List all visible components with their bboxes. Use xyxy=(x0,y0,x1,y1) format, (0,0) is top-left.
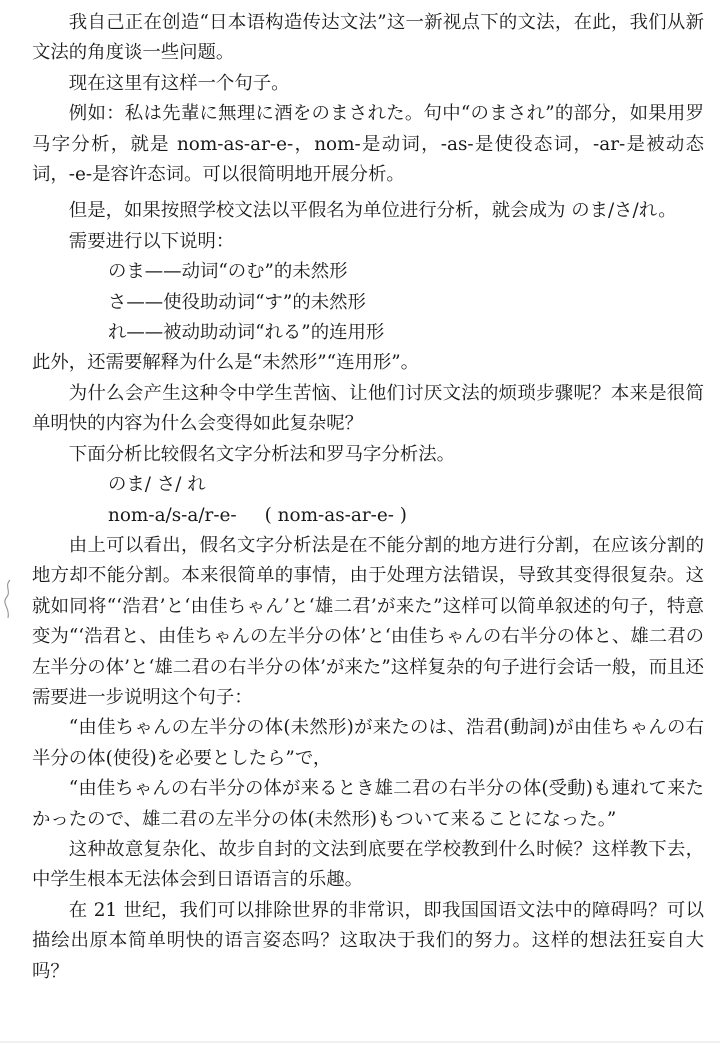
paragraph-conclusion: 由上可以看出，假名文字分析法是在不能分割的地方进行分割，在应该分割的地方却不能分割。本来很简单的事情，由于处理方法错误，导致其变得很复杂。这就如同将“‘浩君’と‘由佳ちゃん’と‘雄二君’が来た”这样可以简单叙述的句子，特意变为“‘浩君と、由佳ちゃんの左半分の体’と‘由佳ちゃんの右半分の体と、雄二君の左半分の体’と‘雄二君の右半分の体’が来た”这样复杂的句子进行会话一般，而且还需要进一步说明这个句子： xyxy=(32,534,704,708)
list-item: れ——被动助动词“れる”的连用形 xyxy=(108,322,385,344)
paragraph-additional: 此外，还需要解释为什么是“未然形”“连用形”。 xyxy=(32,352,420,374)
margin-scribble-icon xyxy=(2,578,14,620)
paragraph-school-grammar: 但是，如果按照学校文法以平假名为单位进行分析，就会成为 のま/さ/れ。 xyxy=(68,200,677,222)
analysis-example xyxy=(32,470,704,531)
quote-first: “由佳ちゃんの左半分の体(未然形)が来たのは、浩君(動詞)が由佳ちゃんの右半分の体(使役)を必要としたら”で， xyxy=(32,717,704,769)
paragraph-sentence-intro: 现在这里有这样一个句子。 xyxy=(68,72,290,94)
paragraph-compare: 下面分析比较假名文字分析法和罗马字分析法。 xyxy=(68,443,456,465)
paragraph-complication: 这种故意复杂化、故步自封的文法到底要在学校教到什么时候？这样教下去，中学生根本无法体会到日语语言的乐趣。 xyxy=(32,838,704,891)
roman-analysis xyxy=(108,501,704,531)
paragraph-example: 例如：私は先輩に無理に酒をのまされた。句中“のまされ”的部分，如果用罗马字分析，就是 nom-as-ar-e-，nom-是动词，-as-是使役态词，-ar-是被动态词，-e-是容许态词。可以很简明地开展分析。 xyxy=(32,103,704,186)
conjugation-list xyxy=(32,257,704,348)
paragraph-intro: 我自己正在创造“日本语构造传达文法”这一新视点下的文法，在此，我们从新文法的角度谈一些问题。 xyxy=(32,12,704,64)
paragraph-explanation-needed: 需要进行以下说明： xyxy=(68,230,235,252)
list-item: のま——动词“のむ”的未然形 xyxy=(108,261,348,283)
roman-analysis-split: nom-a/s-a/r-e- xyxy=(108,504,237,526)
kana-analysis: のま/ さ/ れ xyxy=(108,474,206,496)
quote-second: “由佳ちゃんの右半分の体が来るとき雄二君の右半分の体(受動)も連れて来たかったので、雄二君の左半分の体(未然形)もついて来ることになった。” xyxy=(32,778,704,830)
list-item: さ——使役助动词“す”的未然形 xyxy=(108,291,366,313)
paragraph-why: 为什么会产生这种令中学生苦恼、让他们讨厌文法的烦琐步骤呢？本来是很简单明快的内容为什么会变得如此复杂呢？ xyxy=(32,382,704,435)
paragraph-21st-century: 在 21 世纪，我们可以排除世界的非常识，即我国国语文法中的障碍吗？可以描绘出原本简单明快的语言姿态吗？这取决于我们的努力。这样的想法狂妄自大吗？ xyxy=(32,899,704,982)
roman-analysis-combined: ( nom-as-ar-e- ) xyxy=(264,504,407,526)
